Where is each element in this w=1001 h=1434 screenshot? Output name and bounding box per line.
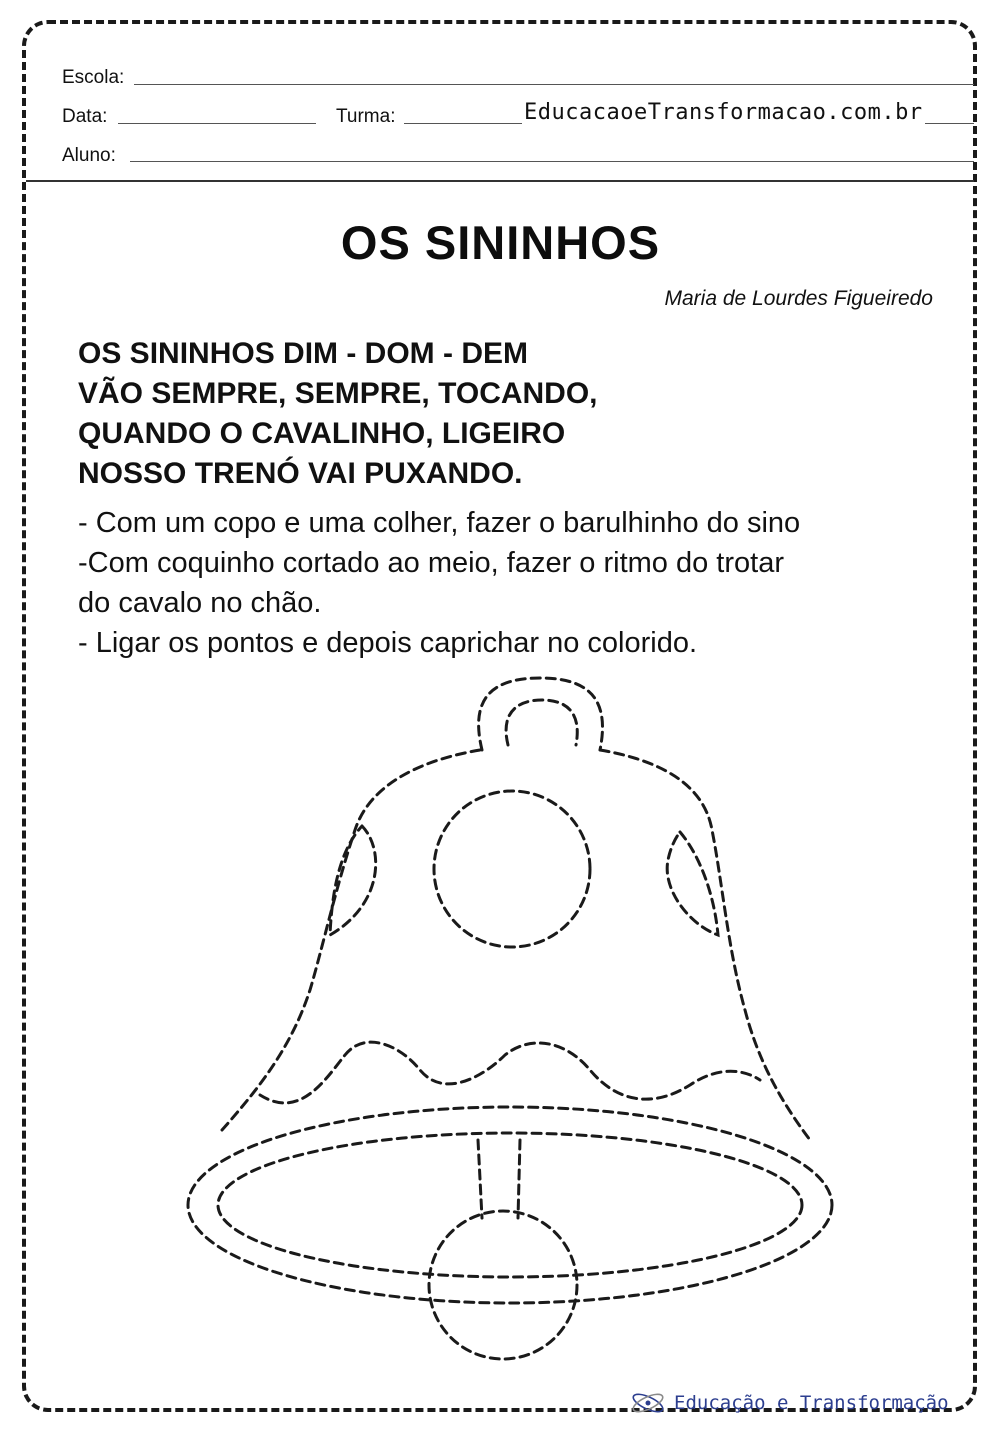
poem-author: Maria de Lourdes Figueiredo	[664, 287, 933, 310]
website-watermark: EducacaoeTransformacao.com.br	[524, 100, 923, 125]
bell-right-ornament	[667, 832, 718, 935]
verse-line: QUANDO O CAVALINHO, LIGEIRO	[78, 417, 566, 450]
poem-title: OS SININHOS	[340, 216, 661, 269]
footer-brand	[630, 1388, 949, 1418]
date-label: Data:	[62, 106, 108, 127]
bell-hanger-outer	[479, 678, 603, 750]
bell-body-outline	[222, 750, 810, 1140]
bell-clapper-stem	[478, 1140, 520, 1218]
bell-clapper-ball	[429, 1211, 577, 1359]
instruction-line: do cavalo no chão.	[78, 587, 322, 619]
instruction-line: - Com um copo e uma colher, fazer o barulhinho do sino	[78, 507, 801, 539]
instruction-line: - Ligar os pontos e depois caprichar no colorido.	[78, 627, 698, 659]
student-label: Aluno:	[62, 145, 116, 166]
footer-brand-text: Educação e Transformação	[674, 1392, 949, 1414]
bell-hanger-inner	[506, 700, 577, 745]
bell-rim-inner	[218, 1133, 802, 1277]
bell-center-circle	[434, 791, 590, 947]
atom-logo-icon	[630, 1388, 666, 1418]
verse-line: VÃO SEMPRE, SEMPRE, TOCANDO,	[78, 377, 598, 410]
class-label: Turma:	[336, 106, 396, 127]
bell-left-ornament	[330, 826, 376, 935]
instruction-line: -Com coquinho cortado ao meio, fazer o ritmo do trotar	[78, 547, 784, 579]
school-label: Escola:	[62, 67, 125, 88]
verse-line: OS SININHOS DIM - DOM - DEM	[78, 337, 528, 370]
bell-rim-outer	[188, 1107, 832, 1303]
bell-wavy-band	[260, 1042, 760, 1103]
verse-line: NOSSO TRENÓ VAI PUXANDO.	[78, 457, 523, 490]
